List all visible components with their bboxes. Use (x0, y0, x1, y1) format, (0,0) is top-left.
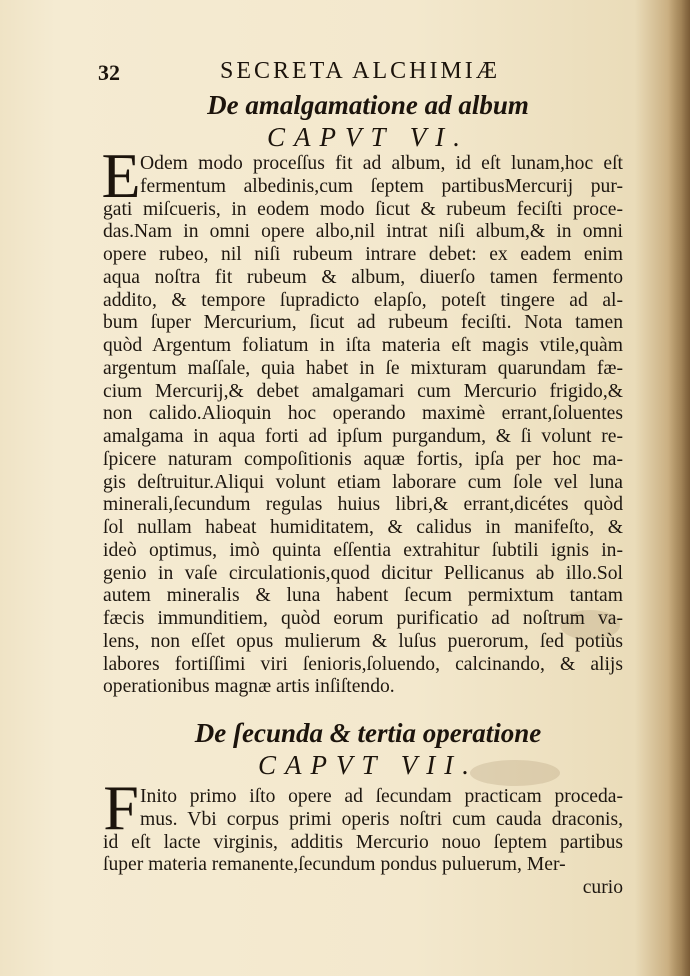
text-line: autem mineralis & luna habent ſecum permixtum tantam (103, 585, 623, 607)
text-line: non calido.Alioquin hoc operando maximè errant,ſoluentes (103, 403, 623, 425)
text-line: ſpicere naturam compoſitionis aquæ fortis, ipſa per hoc ma- (103, 448, 623, 470)
text-line: ſuper materia remanente,ſecundum pondus puluerum, Mer- (103, 854, 566, 876)
text-line: mus. Vbi corpus primi operis noſtri cum cauda draconis, (140, 808, 623, 830)
text-line: ideò optimus, imò quinta eſſentia extrahitur ſubtili ignis in- (103, 539, 623, 561)
text-line: bum ſuper Mercurium, ſicut ad rubeum feciſti. Nota tamen (103, 312, 623, 334)
book-title: SECRETA ALCHIMIÆ (220, 58, 501, 84)
section-subtitle: De ſecunda & tertia operatione (194, 718, 542, 748)
text-line: id eſt lacte virginis, additis Mercurio nouo ſeptem partibus (103, 831, 623, 853)
drop-cap: F (103, 772, 139, 843)
drop-cap: E (101, 140, 141, 211)
text-line: operationibus magnæ artis inſiſtendo. (103, 676, 395, 698)
text-line: opere rubeo, nil niſi rubeum intrare debet: ex eadem enim (103, 244, 623, 265)
text-line: gis deſtruitur.Aliqui volunt etiam laborare cum ſole vel luna (103, 471, 623, 493)
text-line: gati miſcueris, in eodem modo ſicut & rubeum feciſti proce- (103, 198, 623, 220)
text-line: genio in vaſe circulationis,quod dicitur Pellicanus ab illo.Sol (103, 562, 623, 584)
text-line: lens, non eſſet opus mulierum & luſus puerorum, ſed potiùs (103, 630, 623, 652)
page-number: 32 (98, 60, 120, 85)
running-head (98, 56, 618, 88)
text-line: minerali,ſecundum regulas huius libri,& errant,dicétes quòd (103, 494, 623, 516)
text-line: cium Mercurij,& debet amalgamari cum Mercurio frigido,& (103, 380, 623, 402)
text-line: aqua noſtra fit rubeum & album, diuerſo tamen fermento (103, 266, 623, 288)
section-subtitle: De amalgamatione ad album (207, 90, 529, 120)
text-line: Inito primo iſto opere ad ſecundam practicam proceda- (140, 786, 623, 807)
text-line: amalgama in aqua forti ad ipſum purgandum, & ſi volunt re- (103, 426, 623, 447)
chapter-heading: CAPVT VII. (258, 750, 478, 780)
text-line: fermentum albedinis,cum ſeptem partibusMercurij pur- (140, 175, 623, 197)
catchword: curio (582, 877, 623, 898)
text-line: labores fortiſſimi viri ſenioris,ſoluendo, calcinando, & alijs (103, 653, 623, 675)
text-line: fæcis immunditiem, quòd eorum purificatio ad noſtrum va- (103, 608, 623, 629)
text-line: Odem modo proceſſus fit ad album, id eſt lunam,hoc eſt (140, 153, 623, 174)
chapter-heading: CAPVT VI. (267, 122, 469, 152)
text-line: quòd Argentum foliatum in iſta materia eſt magis vtile,quàm (103, 335, 623, 356)
page-edge-shadow (668, 0, 690, 976)
text-line: argentum maſſale, quia habet in ſe mixturam quarundam fæ- (103, 357, 623, 379)
text-line: addito, & tempore ſupradicto elapſo, poteſt tingere ad al- (103, 289, 623, 311)
text-line: ſol nullam habeat humiditatem, & calidus in manifeſto, & (103, 517, 623, 538)
text-line: das.Nam in omni opere albo,nil intrat niſi album,& in omni (103, 221, 623, 243)
